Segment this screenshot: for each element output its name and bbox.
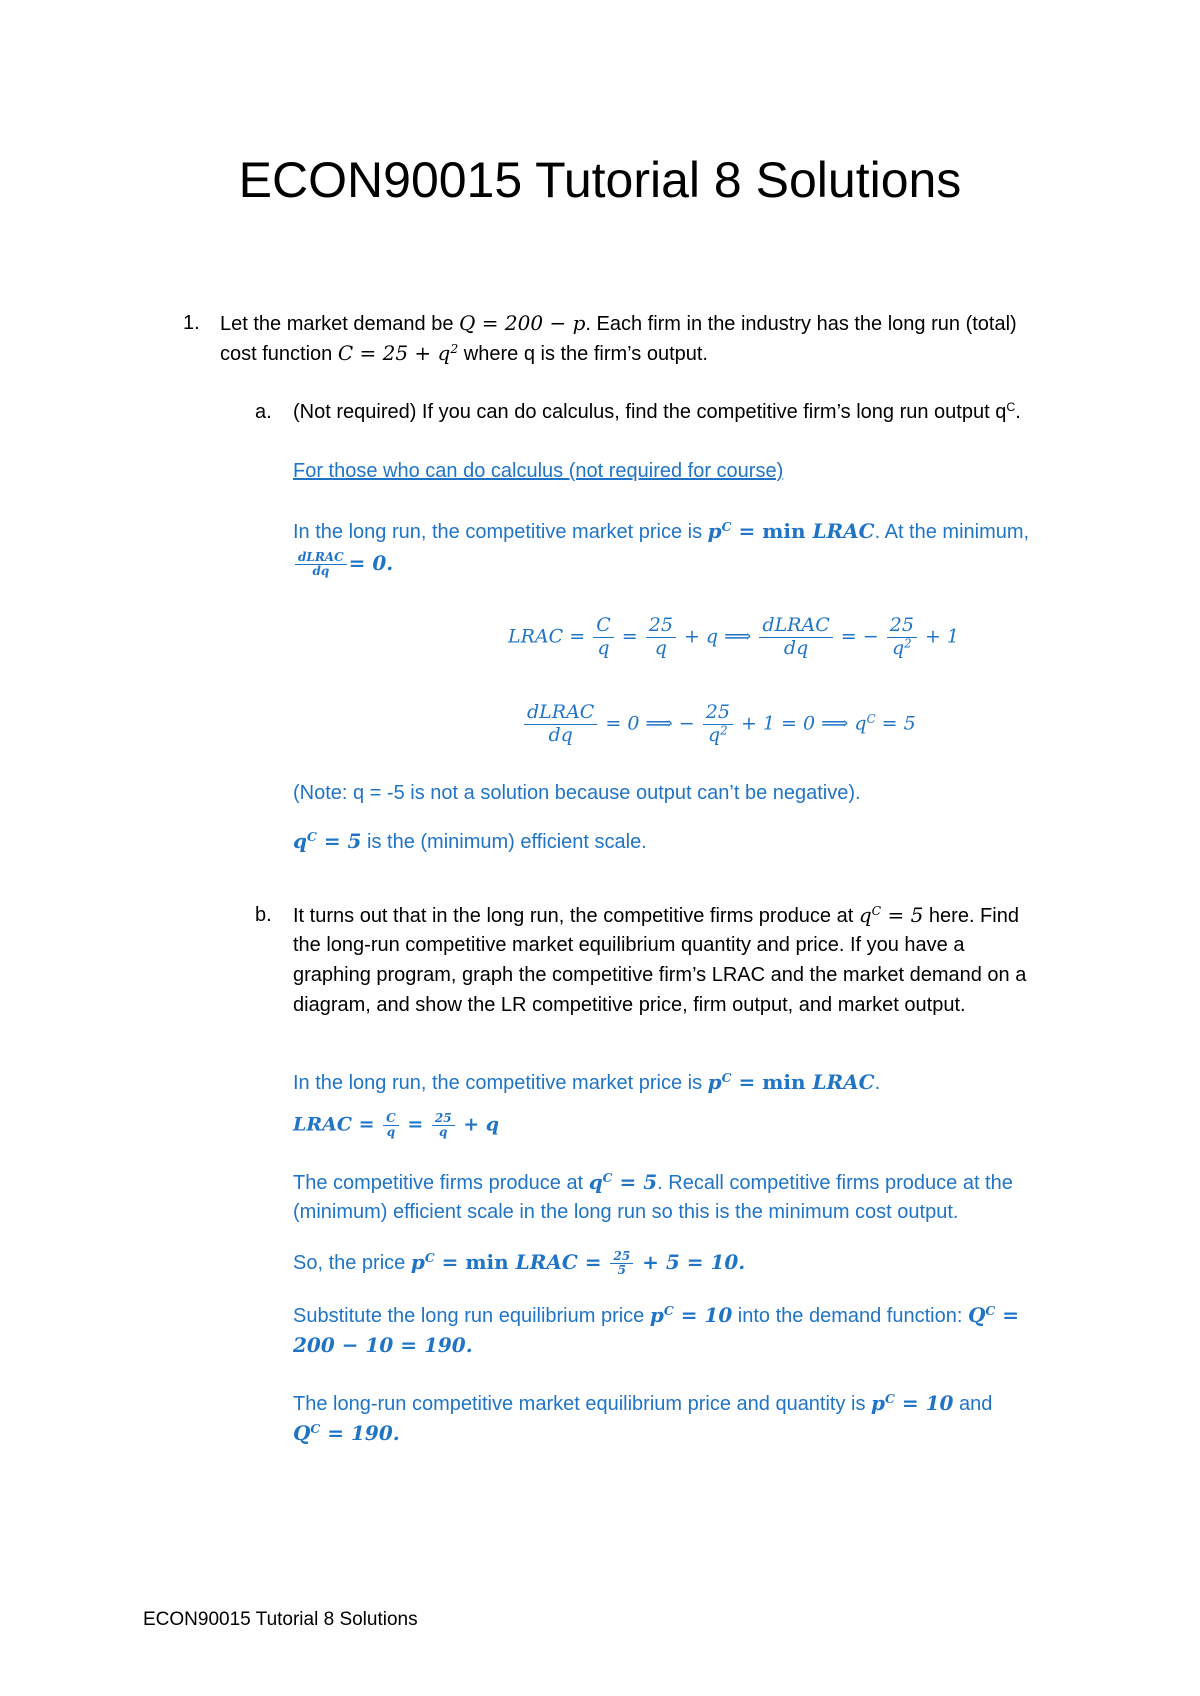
efficient-scale-result: $q^C = 5$ is the (minimum) efficient scale.	[293, 829, 647, 853]
part-b-answer-output-line-1: The competitive firms produce at $q^C = 5$. Recall competitive firms produce at the	[293, 1170, 1013, 1194]
first-order-condition: $\frac{\text{dLRAC}}{dq}$ = 0 ⟹ − $\frac{25}{q^2}$ + 1 = 0 ⟹ $q^C = 5$	[522, 702, 916, 747]
quantity-substitution-line-1: Substitute the long run equilibrium price $p^C = 10$ into the demand function: $Q^C$ =	[293, 1303, 1019, 1327]
equilibrium-result-line-2: $Q^C = 190$.	[293, 1421, 400, 1445]
part-b-question-line-4: diagram, and show the LR competitive price, firm output, and market output.	[293, 994, 966, 1016]
note-negative-output: (Note: q = -5 is not a solution because output can’t be negative).	[293, 782, 861, 804]
question-number: 1.	[183, 312, 200, 334]
part-a-label: a.	[255, 401, 272, 423]
question-1-line-1: Let the market demand be Q = 200 − p. Each firm in the industry has the long run (total)	[220, 311, 1017, 335]
part-b-question-line-3: graphing program, graph the competitive firm’s LRAC and the market demand on a	[293, 964, 1027, 986]
page-footer: ECON90015 Tutorial 8 Solutions	[143, 1609, 418, 1630]
part-a-question: (Not required) If you can do calculus, find the competitive firm’s long run output $q^C$.	[293, 400, 1021, 423]
part-b-question-line-2: the long-run competitive market equilibrium quantity and price. If you have a	[293, 934, 965, 956]
calculus-link[interactable]: For those who can do calculus (not required for course)	[293, 460, 784, 482]
part-a-answer-line-1: In the long run, the competitive market price is $p^C = \min$ LRAC. At the minimum,	[293, 519, 1030, 543]
part-a-derivative-condition: $\frac{\text{dLRAC}}{dq}$ = 0.	[293, 551, 393, 578]
price-calculation: So, the price $p^C = \min$ LRAC = $\frac{25}{5}$ + 5 = 10.	[293, 1249, 746, 1278]
part-b-question-line-1: It turns out that in the long run, the competitive firms produce at $q^C = 5$ here. Find	[293, 903, 1019, 927]
part-b-label: b.	[255, 904, 272, 926]
question-1-line-2: cost function $C = 25 + q^2$ where q is the firm’s output.	[220, 341, 708, 365]
page-title: ECON90015 Tutorial 8 Solutions	[238, 152, 962, 208]
part-b-answer-output-line-2: (minimum) efficient scale in the long run so this is the minimum cost output.	[293, 1201, 959, 1223]
lrac-formula: LRAC = $\frac{C}{q}$ = $\frac{25}{q}$ + q	[293, 1111, 500, 1140]
part-b-answer-price-rule: In the long run, the competitive market price is $p^C = \min$ LRAC.	[293, 1070, 881, 1094]
lrac-derivation: LRAC = $\frac{C}{q}$ = $\frac{25}{q}$ + q ⟹ $\frac{\text{dLRAC}}{dq}$ = − $\frac{25}{q^2}$ + 1	[508, 614, 960, 659]
quantity-substitution-line-2: 200 − 10 = 190.	[293, 1333, 473, 1357]
equilibrium-result-line-1: The long-run competitive market equilibrium price and quantity is $p^C = 10$ and	[293, 1391, 993, 1415]
